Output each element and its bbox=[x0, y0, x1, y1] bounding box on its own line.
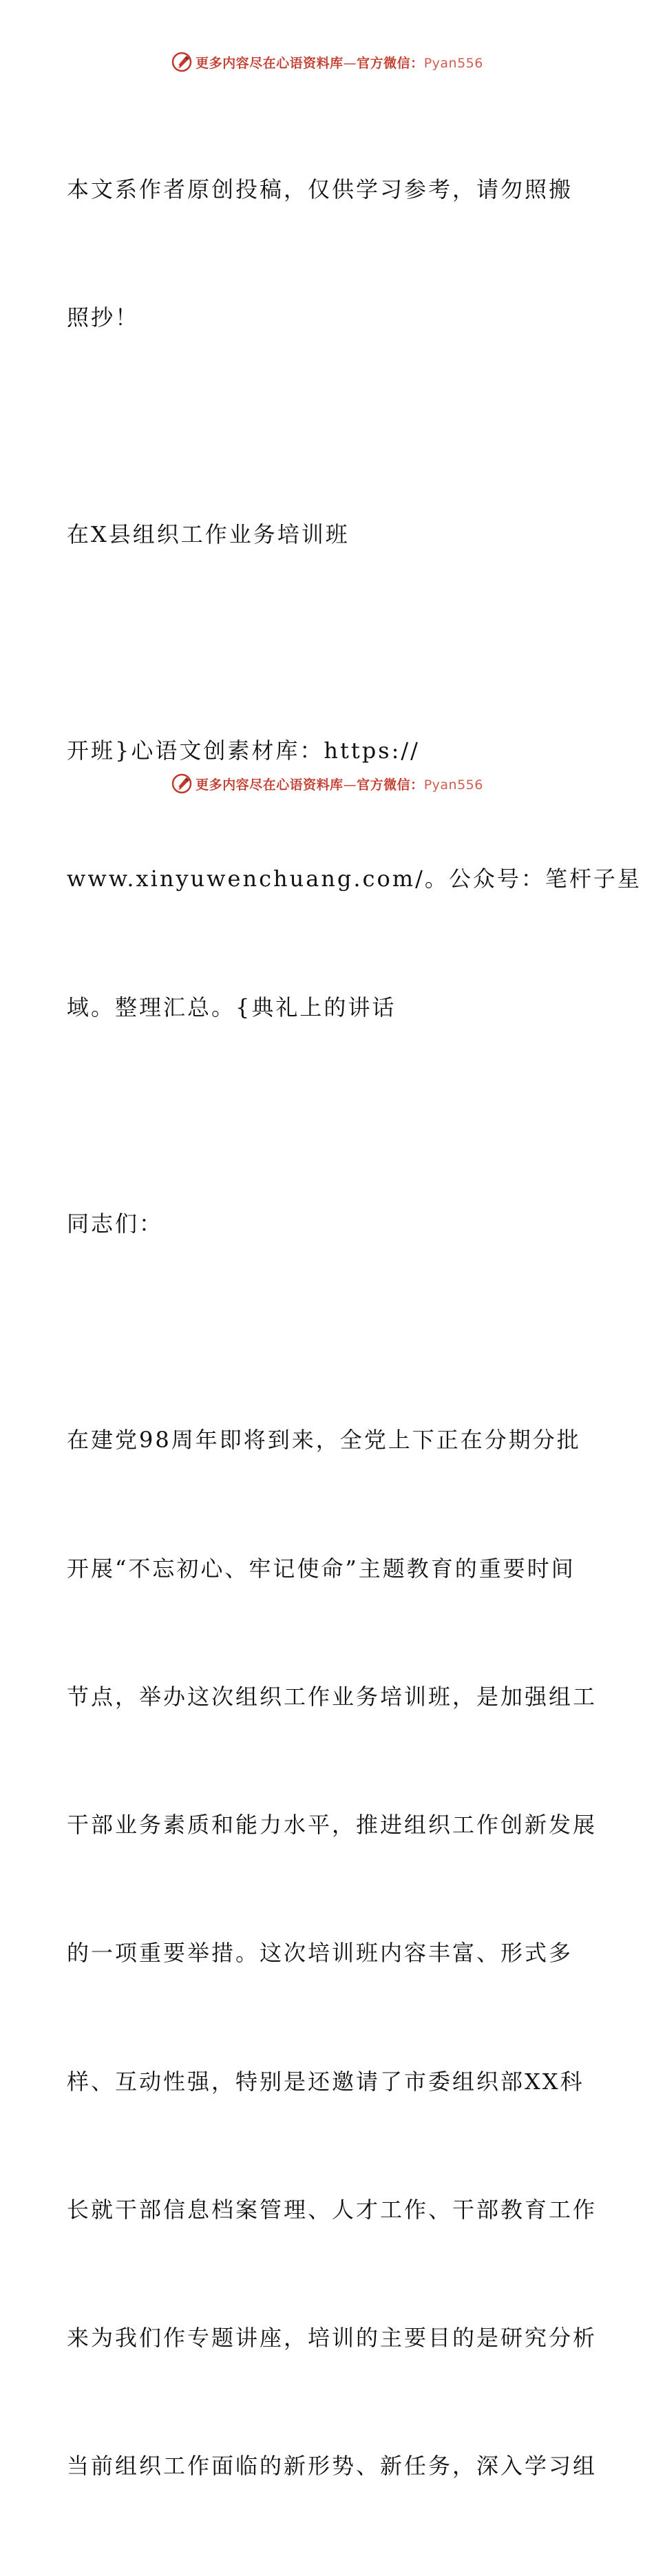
pen-nib-logo-icon bbox=[171, 51, 193, 73]
paragraph-title bbox=[67, 428, 584, 641]
text-line: 开班}心语文创素材库：https:// bbox=[67, 737, 420, 764]
watermark-main-text: 更多内容尽在心语资料库 bbox=[196, 55, 344, 71]
watermark-separator: — bbox=[343, 777, 357, 793]
text-line: 同志们： bbox=[67, 1211, 164, 1237]
watermark-group bbox=[171, 773, 483, 795]
pen-nib-logo-icon bbox=[171, 773, 193, 795]
text-line: 的一项重要举措。这次培训班内容丰富、形式多 bbox=[67, 1940, 573, 1967]
watermark-text bbox=[196, 775, 483, 793]
text-line: 干部业务素质和能力水平，推进组织工作创新发展 bbox=[67, 1812, 598, 1839]
text-line: 来为我们作专题讲座，培训的主要目的是研究分析 bbox=[67, 2325, 598, 2352]
text-line: 当前组织工作面临的新形势、新任务，深入学习组 bbox=[67, 2453, 598, 2480]
footer-watermark bbox=[0, 770, 654, 797]
text-line: 本文系作者原创投稿，仅供学习参考，请勿照搬 bbox=[67, 176, 573, 203]
document-body bbox=[67, 83, 642, 2576]
paragraph-disclaimer bbox=[67, 83, 584, 425]
text-line: 在建党98周年即将到来，全党上下正在分期分批 bbox=[67, 1427, 581, 1454]
text-line: 节点，举办这次组织工作业务培训班，是加强组工 bbox=[67, 1683, 598, 1710]
watermark-wechat-label: 官方微信： bbox=[357, 55, 424, 71]
watermark-wechat-id: Pyan556 bbox=[423, 777, 483, 793]
text-line: 照抄！ bbox=[67, 304, 140, 331]
watermark-group bbox=[171, 51, 483, 73]
paragraph-body bbox=[67, 1333, 598, 2573]
paragraph-salutation bbox=[67, 1117, 584, 1330]
text-line: 样、互动性强，特别是还邀请了市委组织部XX科 bbox=[67, 2068, 584, 2095]
text-line: www.xinyuwenchuang.com/。公众号：笔杆子星 bbox=[67, 866, 642, 892]
header-watermark bbox=[0, 48, 654, 76]
paragraph-title-continued bbox=[67, 644, 642, 1114]
watermark-main-text: 更多内容尽在心语资料库 bbox=[196, 777, 344, 793]
text-line: 在X县组织工作业务培训班 bbox=[67, 521, 350, 547]
watermark-wechat-label: 官方微信： bbox=[357, 777, 424, 793]
text-line: 开展“不忘初心、牢记使命”主题教育的重要时间 bbox=[67, 1555, 576, 1582]
watermark-separator: — bbox=[343, 55, 357, 71]
watermark-wechat-id: Pyan556 bbox=[423, 55, 483, 71]
text-line: 域。整理汇总。{典礼上的讲话 bbox=[67, 994, 397, 1020]
watermark-text bbox=[196, 53, 483, 72]
text-line: 长就干部信息档案管理、人才工作、干部教育工作 bbox=[67, 2196, 598, 2223]
